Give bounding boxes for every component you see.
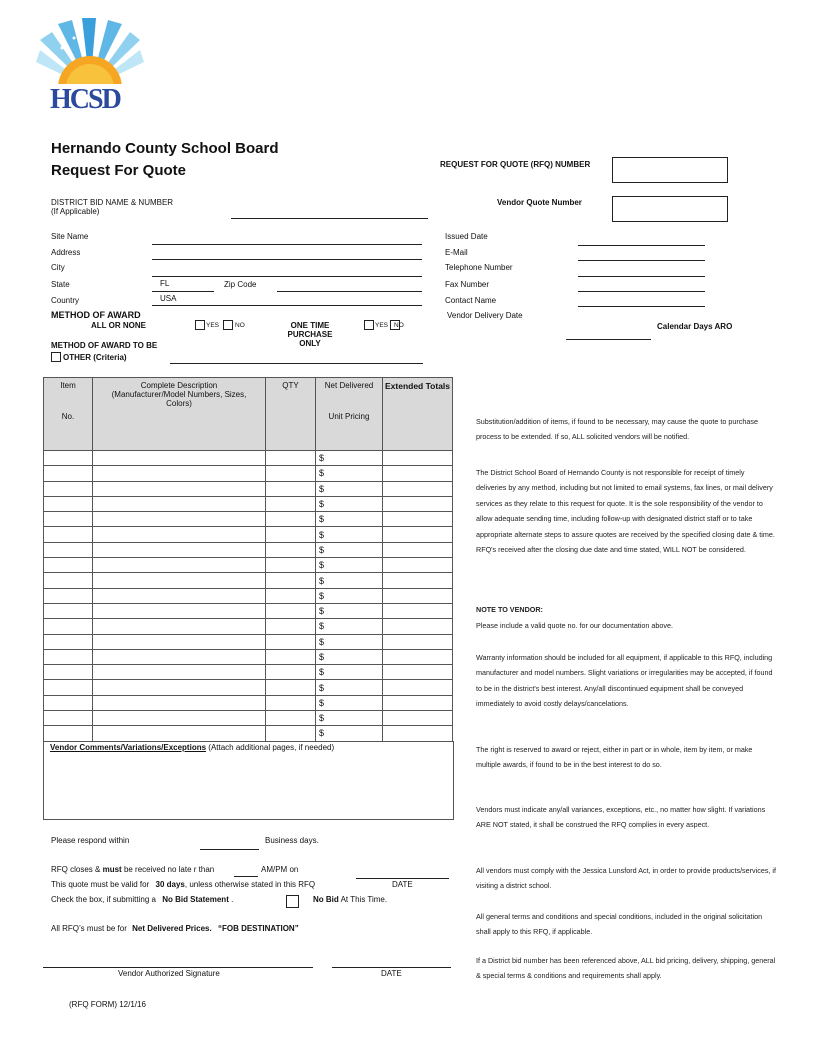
district-bid-line1: DISTRICT BID NAME & NUMBER (51, 198, 174, 207)
one-time-line1: ONE TIME PURCHASE (287, 321, 333, 339)
unit-pricing-header-text: Unit Pricing (328, 412, 370, 421)
unit-price-cell[interactable]: $ (316, 481, 383, 496)
note-general: All general terms and conditions and special conditions, included in the original solicitation shall apply to this RFQ, if applicable. (476, 912, 763, 937)
one-time-no-label: NO (394, 322, 404, 329)
unit-price-cell[interactable]: $ (316, 558, 383, 573)
qty-cell[interactable] (266, 512, 316, 527)
extended-total-cell[interactable] (383, 680, 453, 695)
table-row (44, 588, 453, 603)
business-days-label: Business days. (265, 836, 319, 845)
table-row (44, 481, 453, 496)
unit-price-cell[interactable]: $ (316, 711, 383, 726)
rfq-number-field[interactable] (612, 157, 728, 183)
table-row (44, 680, 453, 695)
fax-field[interactable] (578, 291, 705, 292)
close-date-field[interactable] (356, 878, 449, 879)
contact-field[interactable] (578, 306, 705, 307)
description-cell[interactable] (93, 496, 266, 511)
table-row (44, 573, 453, 588)
description-cell[interactable] (93, 603, 266, 618)
country-value[interactable]: USA (160, 294, 177, 303)
hcsd-logo (34, 18, 146, 126)
col-item-header (44, 378, 93, 451)
qty-cell[interactable] (266, 619, 316, 634)
qty-cell[interactable] (266, 680, 316, 695)
rfq-number-label: REQUEST FOR QUOTE (RFQ) NUMBER (440, 160, 591, 169)
item-no-cell[interactable] (44, 558, 93, 573)
all-or-none-no-label: NO (235, 322, 245, 329)
col-description-header (93, 378, 266, 451)
unit-price-cell[interactable]: $ (316, 665, 383, 680)
note-warranty: Warranty information should be included for all equipment, if applicable to this RFQ, including manufacturer and model numbers. Slight variations or irregularities may be accepted, if found to be in the district's best interest. Any/all discontinued equipment shall be conveyed immediately to avoid costly delays/cancelations. (476, 653, 773, 709)
description-cell[interactable] (93, 649, 266, 664)
all-or-none-yes-label: YES (206, 322, 220, 329)
all-or-none-label: ALL OR NONE (91, 321, 146, 330)
date-label-1: DATE (392, 880, 413, 889)
all-or-none-no-checkbox[interactable] (223, 320, 233, 330)
description-cell[interactable] (93, 619, 266, 634)
extended-total-cell[interactable] (383, 466, 453, 481)
extended-total-cell[interactable] (383, 558, 453, 573)
item-no-cell[interactable] (44, 711, 93, 726)
qty-cell[interactable] (266, 481, 316, 496)
state-value[interactable]: FL (160, 279, 170, 288)
item-no-cell[interactable] (44, 527, 93, 542)
net-delivered-prices: Net Delivered Prices. (132, 924, 212, 933)
description-cell[interactable] (93, 451, 266, 466)
site-name-label: Site Name (51, 232, 89, 241)
extended-total-cell[interactable] (383, 619, 453, 634)
extended-total-cell[interactable] (383, 496, 453, 511)
issued-date-field[interactable] (578, 245, 705, 246)
logo-text: HCSD (50, 84, 120, 115)
all-rfq-a: All RFQ’s must be for (51, 924, 127, 933)
table-row (44, 496, 453, 511)
extended-total-cell[interactable] (383, 634, 453, 649)
other-criteria-field[interactable] (170, 363, 423, 364)
at-this-time: At This Time. (340, 895, 388, 904)
unit-price-cell[interactable]: $ (316, 603, 383, 618)
respond-label: Please respond within (51, 836, 130, 845)
item-no-cell[interactable] (44, 451, 93, 466)
state-field[interactable] (152, 291, 214, 292)
table-row (44, 512, 453, 527)
item-no-cell[interactable] (44, 603, 93, 618)
unit-price-cell[interactable]: $ (316, 512, 383, 527)
table-row (44, 619, 453, 634)
vendor-quote-field[interactable] (612, 196, 728, 222)
qty-cell[interactable] (266, 542, 316, 557)
district-bid-label (51, 198, 173, 216)
extended-total-cell[interactable] (383, 573, 453, 588)
email-field[interactable] (578, 260, 705, 261)
unit-price-cell[interactable]: $ (316, 496, 383, 511)
no-bid-text (313, 895, 387, 904)
delivery-label: Vendor Delivery Date (447, 311, 523, 320)
qty-header-text: QTY (282, 381, 299, 390)
table-row (44, 649, 453, 664)
unit-price-cell[interactable]: $ (316, 466, 383, 481)
other-criteria-label: OTHER (Criteria) (63, 353, 127, 362)
extended-total-cell[interactable] (383, 451, 453, 466)
extended-header-text: Extended Totals (384, 381, 451, 391)
zip-label: Zip Code (224, 280, 257, 289)
description-cell[interactable] (93, 665, 266, 680)
no-bid-checkbox[interactable] (286, 895, 299, 908)
item-no-cell[interactable] (44, 649, 93, 664)
table-row (44, 603, 453, 618)
col-qty-header (266, 378, 316, 451)
district-bid-field[interactable] (231, 218, 428, 219)
description-cell[interactable] (93, 634, 266, 649)
note-district: The District School Board of Hernando County is not responsible for receipt of timely deliveries by any method, including but not limited to email systems, fax lines, or mail delivery services as they relate to this request for quote. It is the sole responsibility of the vendor to allow adequate sending time, including follow-up with designated district staff or to take appropriate alternate steps to assure quotes are received by the specified closing date & time. RFQ's received after the closing due date and time stated, WILL NOT be considered. (476, 468, 775, 555)
table-row (44, 542, 453, 557)
city-field[interactable] (152, 276, 422, 277)
description-cell[interactable] (93, 512, 266, 527)
unit-price-cell[interactable]: $ (316, 649, 383, 664)
qty-cell[interactable] (266, 726, 316, 741)
no-header-text: No. (61, 412, 75, 421)
note-variances: Vendors must indicate any/all variances, exceptions, etc., no matter how slight. If variations ARE NOT stated, it shall be construed the RFQ complies in every aspect. (476, 805, 766, 830)
item-no-cell[interactable] (44, 466, 93, 481)
table-row (44, 558, 453, 573)
site-name-field[interactable] (152, 244, 422, 245)
items-table (43, 377, 453, 742)
extended-total-cell[interactable] (383, 649, 453, 664)
state-label: State (51, 280, 70, 289)
comments-note: (Attach additional pages, if needed) (208, 743, 335, 752)
item-no-cell[interactable] (44, 481, 93, 496)
closes-text (51, 865, 214, 874)
description-cell[interactable] (93, 588, 266, 603)
telephone-field[interactable] (578, 276, 705, 277)
contact-label: Contact Name (445, 296, 497, 305)
qty-cell[interactable] (266, 603, 316, 618)
qty-cell[interactable] (266, 634, 316, 649)
extended-total-cell[interactable] (383, 603, 453, 618)
address-label: Address (51, 248, 81, 257)
description-cell[interactable] (93, 542, 266, 557)
date-label-2: DATE (381, 969, 402, 978)
description-cell[interactable] (93, 695, 266, 710)
country-label: Country (51, 296, 80, 305)
item-no-cell[interactable] (44, 726, 93, 741)
extended-total-cell[interactable] (383, 726, 453, 741)
description-cell[interactable] (93, 481, 266, 496)
table-row (44, 695, 453, 710)
net-delivered-header-text: Net Delivered (324, 381, 374, 390)
qty-cell[interactable] (266, 558, 316, 573)
ampm-label: AM/PM on (261, 865, 299, 874)
extended-total-cell[interactable] (383, 542, 453, 557)
table-row (44, 634, 453, 649)
signature-date-field[interactable] (332, 967, 451, 968)
check-dot: . (231, 895, 234, 904)
item-no-cell[interactable] (44, 665, 93, 680)
method-of-award-label: METHOD OF AWARD (51, 310, 141, 320)
qty-cell[interactable] (266, 527, 316, 542)
description-cell[interactable] (93, 527, 266, 542)
one-time-purchase-label (270, 321, 350, 348)
table-row (44, 726, 453, 741)
qty-cell[interactable] (266, 451, 316, 466)
item-no-cell[interactable] (44, 634, 93, 649)
unit-price-cell[interactable]: $ (316, 542, 383, 557)
description-cell[interactable] (93, 466, 266, 481)
issued-date-label: Issued Date (445, 232, 488, 241)
calendar-days-label: Calendar Days ARO (657, 322, 733, 331)
page-title: Request For Quote (51, 162, 187, 179)
description-cell[interactable] (93, 573, 266, 588)
item-no-cell[interactable] (44, 496, 93, 511)
unit-price-cell[interactable]: $ (316, 695, 383, 710)
zip-field[interactable] (277, 291, 422, 292)
unit-price-cell[interactable]: $ (316, 573, 383, 588)
note-substitution: Substitution/addition of items, if found to be necessary, may cause the quote to purchase process to be extended. If so, ALL solicited vendors will be notified. (476, 417, 758, 442)
qty-cell[interactable] (266, 665, 316, 680)
unit-price-cell[interactable]: $ (316, 451, 383, 466)
one-time-line2: ONLY (299, 339, 321, 348)
fob-destination: “FOB DESTINATION” (217, 924, 299, 933)
unit-price-cell[interactable]: $ (316, 588, 383, 603)
unit-price-cell[interactable]: $ (316, 680, 383, 695)
country-field[interactable] (152, 305, 422, 306)
close-time-field[interactable] (234, 876, 258, 877)
check-text (51, 895, 233, 904)
qty-cell[interactable] (266, 466, 316, 481)
comments-label: Vendor Comments/Variations/Exceptions (50, 743, 207, 752)
item-no-cell[interactable] (44, 619, 93, 634)
extended-total-cell[interactable] (383, 481, 453, 496)
description-cell[interactable] (93, 680, 266, 695)
note-to-vendor-body: Please include a valid quote no. for our documentation above. (476, 621, 673, 630)
valid-days: 30 days (155, 880, 185, 889)
item-no-cell[interactable] (44, 680, 93, 695)
description-cell[interactable] (93, 711, 266, 726)
closes-must: must (102, 865, 122, 874)
col-unit-header (316, 378, 383, 451)
district-bid-line2: (If Applicable) (51, 207, 100, 216)
item-no-cell[interactable] (44, 512, 93, 527)
item-no-cell[interactable] (44, 588, 93, 603)
org-title: Hernando County School Board (51, 140, 279, 157)
fob-text (51, 924, 299, 933)
col-extended-header (383, 378, 453, 451)
form-id: (RFQ FORM) 12/1/16 (69, 1000, 146, 1009)
extended-total-cell[interactable] (383, 711, 453, 726)
valid-b: , unless otherwise stated in this RFQ (184, 880, 316, 889)
unit-price-cell[interactable]: $ (316, 634, 383, 649)
extended-total-cell[interactable] (383, 512, 453, 527)
item-no-cell[interactable] (44, 542, 93, 557)
qty-cell[interactable] (266, 649, 316, 664)
extended-total-cell[interactable] (383, 695, 453, 710)
signature-label: Vendor Authorized Signature (118, 969, 220, 978)
item-no-cell[interactable] (44, 695, 93, 710)
unit-price-cell[interactable]: $ (316, 726, 383, 741)
respond-days-field[interactable] (200, 849, 259, 850)
extended-total-cell[interactable] (383, 665, 453, 680)
table-row (44, 451, 453, 466)
one-time-yes-label: YES (375, 322, 389, 329)
extended-total-cell[interactable] (383, 527, 453, 542)
qty-cell[interactable] (266, 588, 316, 603)
qty-cell[interactable] (266, 711, 316, 726)
fax-label: Fax Number (445, 280, 490, 289)
signature-field[interactable] (43, 967, 313, 968)
note-to-vendor-title: NOTE TO VENDOR: (476, 605, 543, 614)
description-header-text: Complete Description (Manufacturer/Model Numbers, Sizes, Colors) (111, 381, 247, 408)
qty-cell[interactable] (266, 695, 316, 710)
table-row (44, 527, 453, 542)
qty-cell[interactable] (266, 573, 316, 588)
table-row (44, 466, 453, 481)
city-label: City (51, 263, 65, 272)
closes-a: RFQ closes & (51, 865, 101, 874)
item-header-text: Item (60, 381, 76, 390)
item-no-cell[interactable] (44, 573, 93, 588)
table-row (44, 711, 453, 726)
one-time-yes-checkbox[interactable] (364, 320, 374, 330)
description-cell[interactable] (93, 726, 266, 741)
description-cell[interactable] (93, 558, 266, 573)
closes-b: be received no late r than (123, 865, 215, 874)
valid-text (51, 880, 315, 889)
calendar-days-field[interactable] (566, 339, 651, 340)
other-criteria-checkbox[interactable] (51, 352, 61, 362)
check-a: Check the box, if submitting a (51, 895, 156, 904)
all-or-none-yes-checkbox[interactable] (195, 320, 205, 330)
unit-price-cell[interactable]: $ (316, 619, 383, 634)
note-lunsford: All vendors must comply with the Jessica Lunsford Act, in order to provide products/services, if visiting a district school. (476, 866, 777, 891)
check-no-bid-statement: No Bid Statement (162, 895, 229, 904)
qty-cell[interactable] (266, 496, 316, 511)
extended-total-cell[interactable] (383, 588, 453, 603)
address-field[interactable] (152, 259, 422, 260)
email-label: E-Mail (445, 248, 468, 257)
note-district-bid: If a District bid number has been referenced above, ALL bid pricing, delivery, shipping, general & special terms & conditions and requirements shall apply. (476, 956, 776, 981)
method-to-be-label: METHOD OF AWARD TO BE (51, 341, 158, 350)
note-right-reserved: The right is reserved to award or reject, either in part or in whole, item by item, or make multiple awards, if found to be in the best interest to do so. (476, 745, 753, 770)
comments-box[interactable] (43, 741, 454, 820)
table-row (44, 665, 453, 680)
vendor-quote-label: Vendor Quote Number (497, 198, 582, 207)
telephone-label: Telephone Number (445, 263, 513, 272)
valid-a: This quote must be valid for (51, 880, 150, 889)
no-bid-bold: No Bid (313, 895, 339, 904)
unit-price-cell[interactable]: $ (316, 527, 383, 542)
